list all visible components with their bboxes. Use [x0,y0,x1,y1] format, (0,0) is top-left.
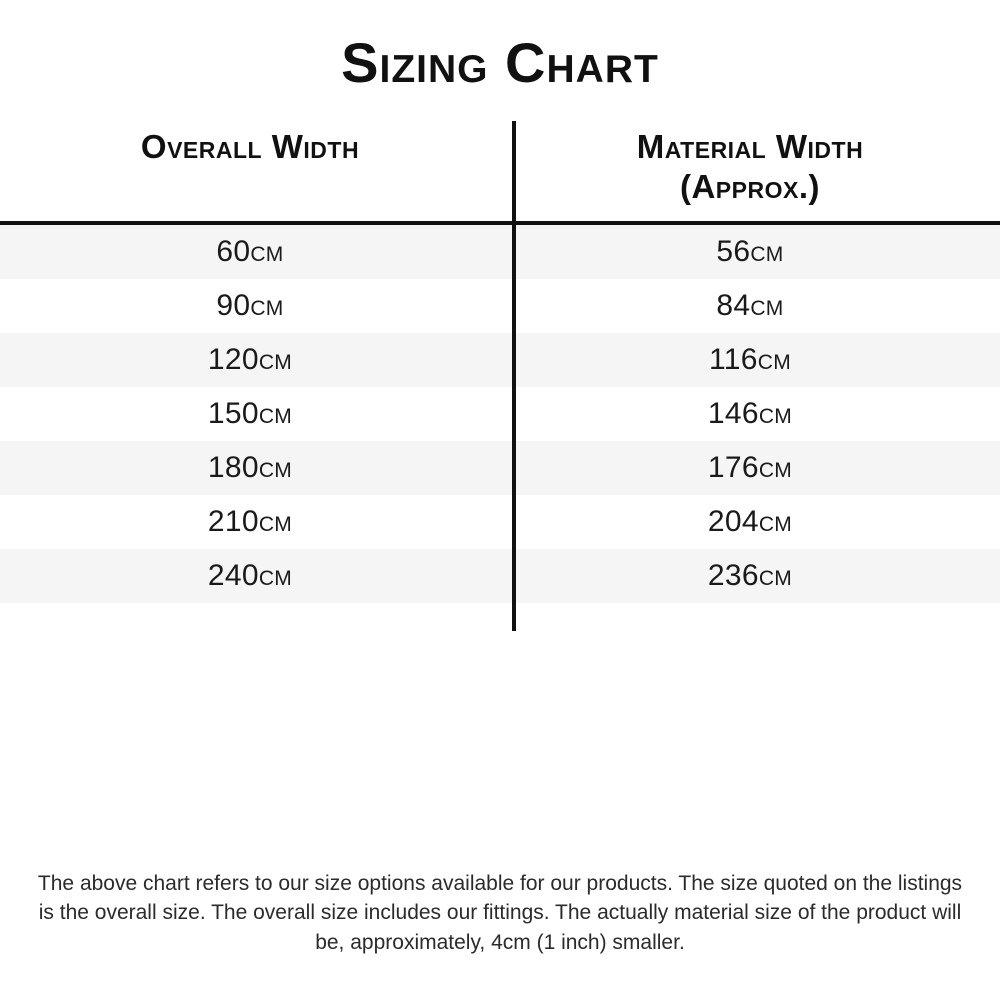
cell-overall-width: 240cm [207,559,293,593]
cell-material-width: 84cm [716,289,784,323]
column-header-material-width-line1: Material Width [636,127,864,165]
sizing-table-container [0,121,1000,604]
column-header-overall-width [0,121,500,224]
table-header [0,121,1000,224]
table-row [0,549,1000,603]
cell-material-width: 176cm [707,451,793,485]
column-header-material-width [500,121,1000,224]
table-row [0,223,1000,279]
table-row [0,495,1000,549]
table-row [0,441,1000,495]
cell-material-width: 116cm [709,343,791,377]
column-divider [512,121,516,631]
cell-overall-width: 180cm [207,451,293,485]
cell-material-width: 146cm [707,397,793,431]
cell-material-width: 236cm [707,559,793,593]
table-row [0,279,1000,333]
table-row [0,333,1000,387]
sizing-table [0,121,1000,604]
cell-material-width: 56cm [716,235,784,269]
page-title: Sizing Chart [341,31,659,94]
table-row [0,387,1000,441]
cell-material-width: 204cm [707,505,793,539]
cell-overall-width: 150cm [207,397,293,431]
header-row [0,121,1000,224]
cell-overall-width: 90cm [216,289,284,323]
cell-overall-width: 120cm [207,343,293,377]
column-header-material-width-line2: (Approx.) [679,168,820,206]
cell-overall-width: 60cm [216,235,284,269]
footnote-text: The above chart refers to our size options available for our products. The size quoted on the listings is the overall size. The overall size includes our fittings. The actually material size of the product will be, approximately, 4cm (1 inch) smaller. [37,871,963,955]
column-header-overall-width-line1: Overall Width [140,127,360,165]
table-body [0,223,1000,603]
cell-overall-width: 210cm [207,505,293,539]
